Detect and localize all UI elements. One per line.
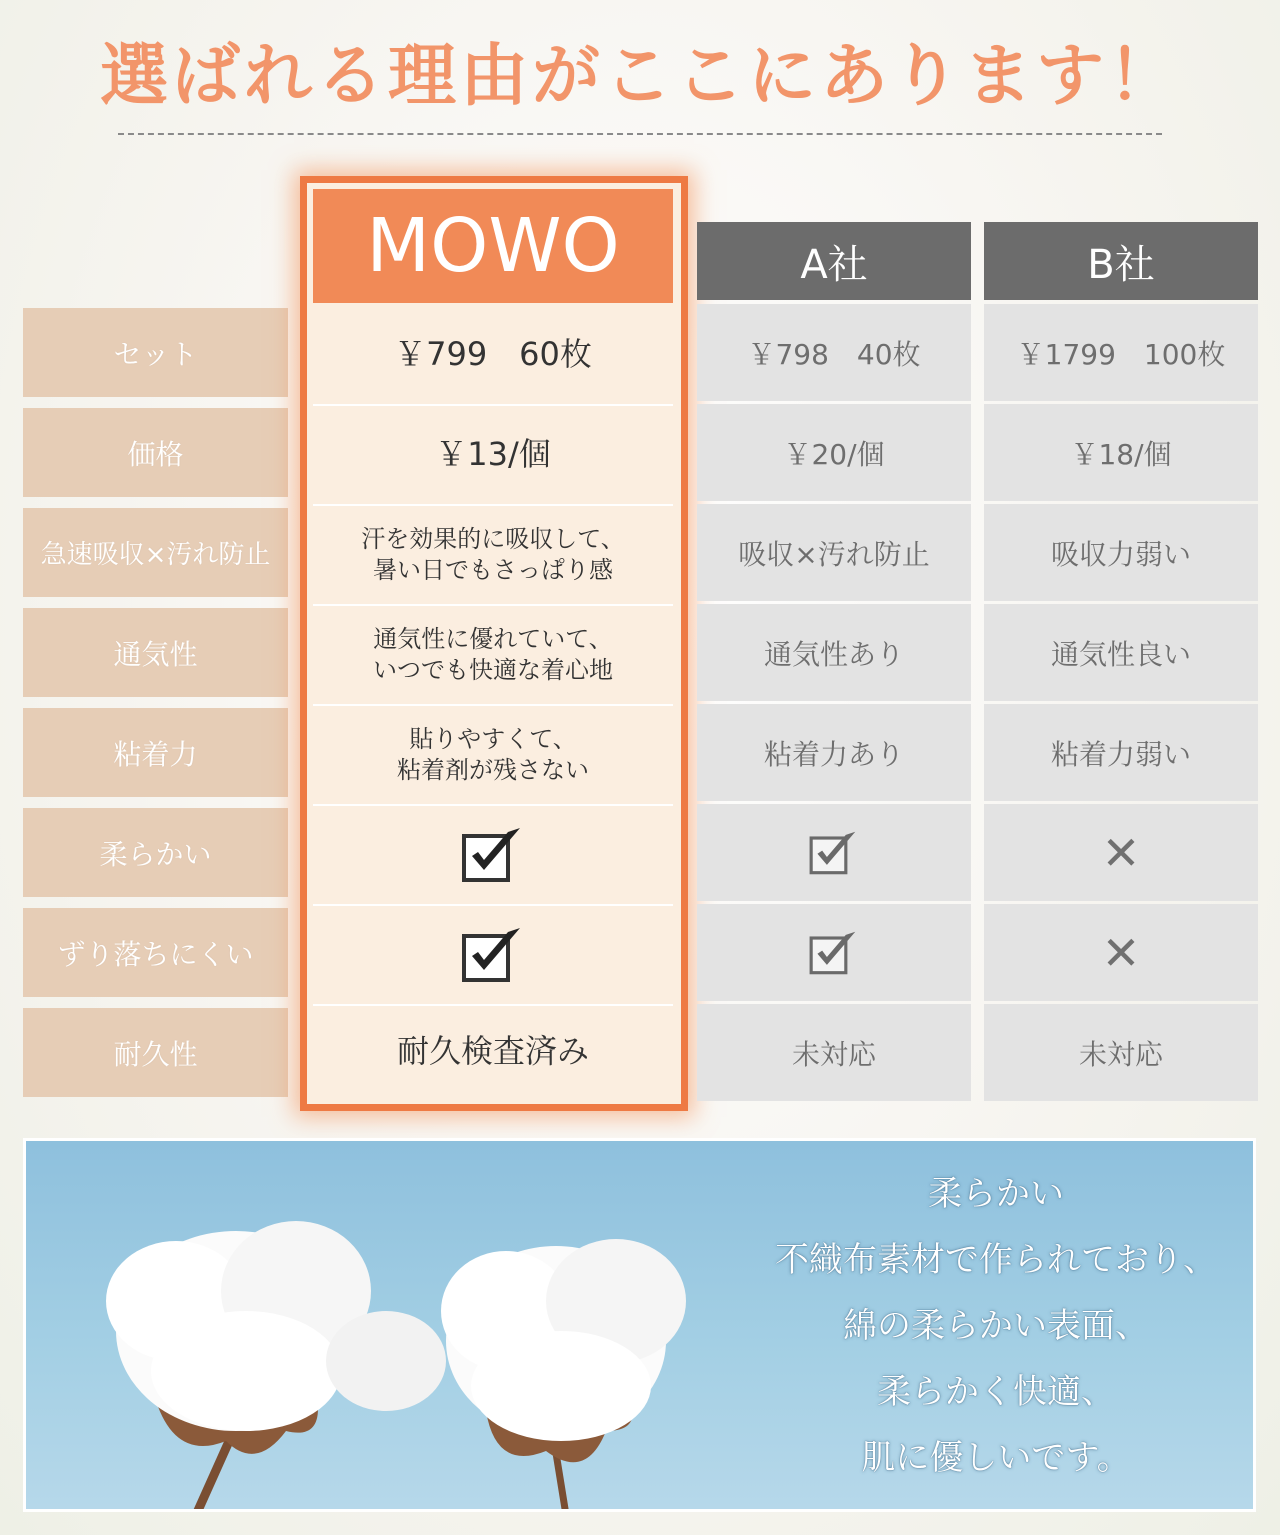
mowo-header: MOWO	[313, 189, 673, 303]
row-label-durability: 耐久性	[23, 1008, 288, 1097]
banner-line: 柔らかい	[928, 1174, 1064, 1214]
b-cell-adhesion: 粘着力弱い	[984, 704, 1258, 801]
cotton-banner	[23, 1138, 1256, 1512]
row-label-set: セット	[23, 308, 288, 397]
mowo-adhesion-line1: 貼りやすくて、	[409, 724, 577, 753]
checkbox-checked-icon	[808, 827, 860, 879]
row-label-adhesion: 粘着力	[23, 708, 288, 797]
mowo-cell-price: ￥13/個	[313, 406, 673, 504]
a-cell-price: ￥20/個	[697, 404, 971, 501]
a-cell-set: ￥798 40枚	[697, 304, 971, 401]
mowo-cell-soft	[313, 806, 673, 904]
competitor-a-header: A社	[697, 222, 971, 300]
banner-text	[746, 1161, 1246, 1491]
b-cell-nonslip	[984, 904, 1258, 1001]
row-label-price: 価格	[23, 408, 288, 497]
cross-icon: ✕	[1101, 925, 1141, 980]
mowo-cell-absorb	[313, 506, 673, 604]
a-cell-durability: 未対応	[697, 1004, 971, 1101]
row-label-soft: 柔らかい	[23, 808, 288, 897]
b-cell-set: ￥1799 100枚	[984, 304, 1258, 401]
b-cell-soft	[984, 804, 1258, 901]
a-cell-nonslip	[697, 904, 971, 1001]
b-cell-absorb: 吸収力弱い	[984, 504, 1258, 601]
title-divider	[118, 133, 1162, 135]
mowo-cell-durability: 耐久検査済み	[313, 1006, 673, 1098]
a-cell-adhesion: 粘着力あり	[697, 704, 971, 801]
b-cell-breathable: 通気性良い	[984, 604, 1258, 701]
row-label-breathable: 通気性	[23, 608, 288, 697]
checkbox-checked-icon	[460, 922, 526, 988]
checkbox-checked-icon	[808, 927, 860, 979]
banner-line: 柔らかく快適、	[877, 1372, 1115, 1412]
a-cell-soft	[697, 804, 971, 901]
banner-line: 肌に優しいです。	[861, 1438, 1131, 1478]
mowo-absorb-line1: 汗を効果的に吸収して、	[361, 524, 625, 553]
mowo-breathable-line1: 通気性に優れていて、	[373, 624, 613, 653]
b-cell-price: ￥18/個	[984, 404, 1258, 501]
mowo-cell-nonslip	[313, 906, 673, 1004]
b-cell-durability: 未対応	[984, 1004, 1258, 1101]
mowo-breathable-line2: いつでも快適な着心地	[373, 656, 613, 684]
mowo-cell-adhesion	[313, 706, 673, 804]
page-title: 選ばれる理由がここにあります！	[99, 37, 1180, 116]
checkbox-checked-icon	[460, 822, 526, 888]
cross-icon: ✕	[1101, 825, 1141, 880]
a-cell-breathable: 通気性あり	[697, 604, 971, 701]
row-label-nonslip: ずり落ちにくい	[23, 908, 288, 997]
banner-line: 不織布素材で作られており、	[775, 1240, 1217, 1280]
banner-line: 綿の柔らかい表面、	[843, 1306, 1149, 1346]
mowo-cell-breathable	[313, 606, 673, 704]
competitor-b-header: B社	[984, 222, 1258, 300]
mowo-adhesion-line2: 粘着剤が残さない	[397, 756, 589, 784]
cotton-photo	[26, 1141, 786, 1512]
mowo-absorb-line2: 暑い日でもさっぱり感	[373, 556, 613, 584]
row-label-absorb: 急速吸収×汚れ防止	[23, 508, 288, 597]
mowo-cell-set: ￥799 60枚	[313, 306, 673, 404]
a-cell-absorb: 吸収×汚れ防止	[697, 504, 971, 601]
